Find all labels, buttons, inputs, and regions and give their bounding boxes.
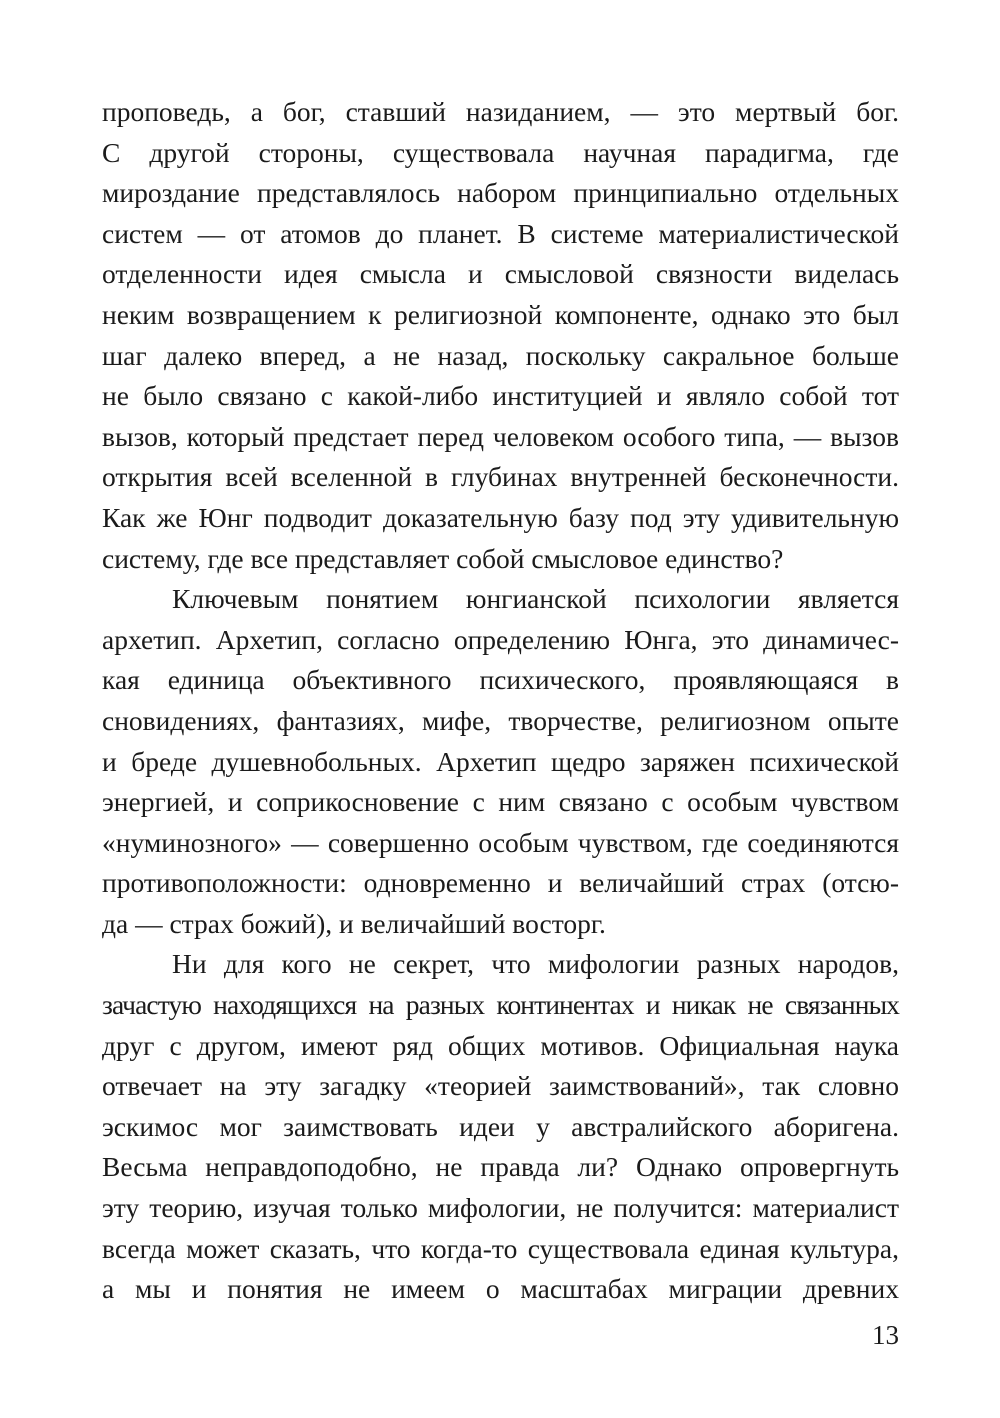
text-line: шаг далеко вперед, а не назад, поскольку сакральное больше [102,339,899,371]
paragraph [102,579,899,944]
text-line: Ни для кого не секрет, что мифологии разных народов, [172,948,899,980]
text-line: энергией, и соприкосновение с ним связано с особым чувством [102,786,899,818]
text-line: кая единица объективного психического, проявляющаяся в [102,664,899,696]
text-line: зачастую находящихся на разных континентах и никак не связанных [102,989,899,1021]
page-number: 13 [872,1320,899,1350]
text-line: открытия всей вселенной в глубинах внутренней бесконечности. [102,461,899,493]
text-line: архетип. Архетип, согласно определению Юнга, это динамичес- [102,623,899,655]
text-line: друг с другом, имеют ряд общих мотивов. Официальная наука [102,1029,899,1061]
text-line: сновидениях, фантазиях, мифе, творчестве, религиозном опыте [102,704,899,736]
text-line: Как же Юнг подводит доказательную базу под эту удивительную [102,501,899,533]
page-body [102,92,899,1310]
text-line: Ключевым понятием юнгианской психологии является [172,583,899,615]
text-line: систему, где все представляет собой смысловое единство? [102,542,784,574]
text-line: да — страх божий), и величайший восторг. [102,907,606,939]
text-line: С другой стороны, существовала научная парадигма, где [102,136,899,168]
text-line: противоположности: одновременно и величайший страх (отсю- [102,867,899,899]
text-line: «нуминозного» — совершенно особым чувством, где соединяются [102,826,899,858]
text-line: систем — от атомов до планет. В системе материалистической [102,217,899,249]
text-line: отделенности идея смысла и смысловой связности виделась [102,258,899,290]
text-line: мироздание представлялось набором принципиально отдельных [102,177,899,209]
text-line: вызов, который предстает перед человеком особого типа, — вызов [102,420,899,452]
text-line: неким возвращением к религиозной компоненте, однако это был [102,298,899,330]
text-line: и бреде душевнобольных. Архетип щедро заряжен психической [102,745,899,777]
text-line: а мы и понятия не имеем о масштабах миграции древних [102,1273,899,1305]
paragraph [102,92,899,579]
text-line: Весьма неправдоподобно, не правда ли? Однако опровергнуть [102,1151,899,1183]
paragraph [102,944,899,1309]
text-line: не было связано с какой-либо институцией и являло собой тот [102,380,899,412]
text-line: эту теорию, изучая только мифологии, не получится: материалист [102,1192,899,1224]
text-line: эскимос мог заимствовать идеи у австралийского аборигена. [102,1110,899,1142]
text-line: отвечает на эту загадку «теорией заимствований», так словно [102,1070,899,1102]
text-line: всегда может сказать, что когда-то существовала единая культура, [102,1232,899,1264]
text-line: проповедь, а бог, ставший назиданием, — это мертвый бог. [102,96,899,127]
